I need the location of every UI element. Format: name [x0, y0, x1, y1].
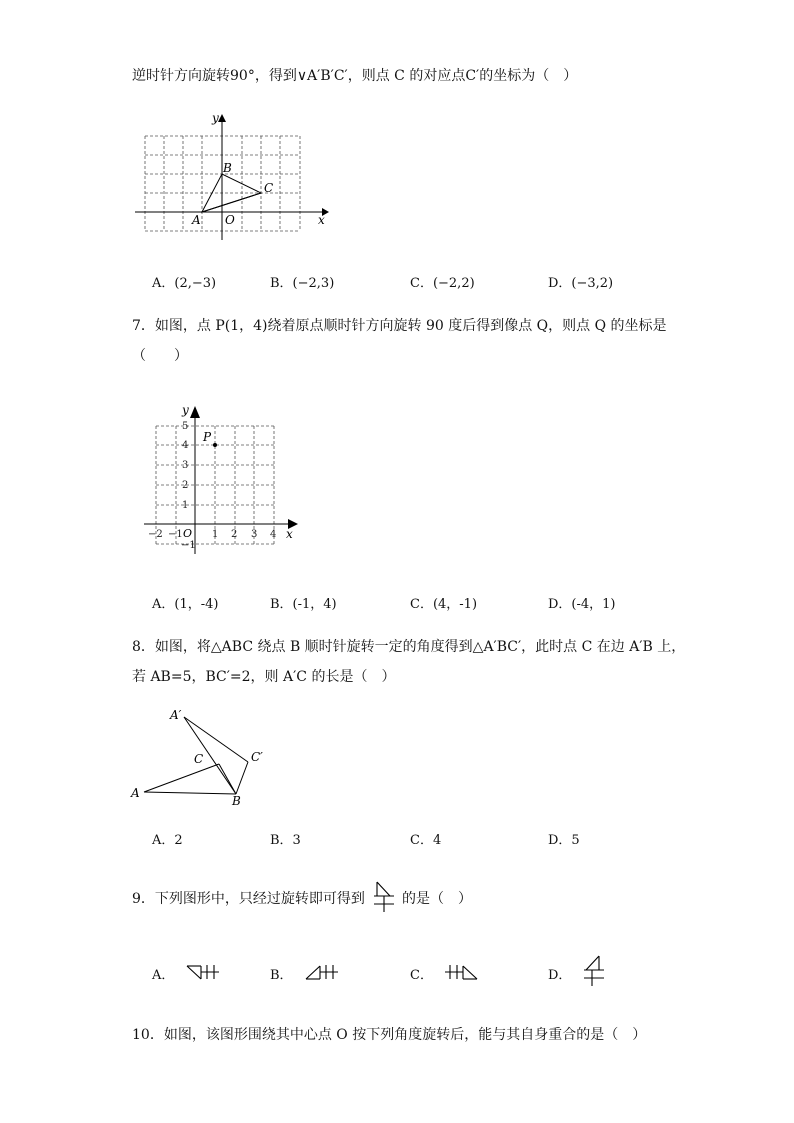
q8-option-c: C．4 — [410, 833, 442, 848]
q7-stem-line1: 7．如图，点 P(1，4)绕着原点顺时针方向旋转 90 度后得到像点 Q，则点 Q 的坐标是 — [132, 318, 667, 334]
q6-option-a: A．(2,−3) — [152, 276, 217, 291]
point-a-label: A — [131, 786, 140, 800]
y-tick-4: 4 — [182, 440, 189, 451]
q10-stem: 10．如图，该图形围绕其中心点 O 按下列角度旋转后，能与其自身重合的是（ ） — [132, 1027, 647, 1043]
point-b-label: B — [223, 161, 232, 175]
x-tick-3: 3 — [251, 529, 258, 540]
q7-option-b: B．(-1，4) — [270, 597, 337, 612]
q7-stem-line2: （ ） — [132, 348, 188, 364]
q9-option-c-shape — [444, 962, 480, 982]
point-c-label: C — [194, 752, 204, 766]
y-tick-2: 2 — [182, 480, 189, 491]
point-a-prime-label: A′ — [170, 708, 182, 722]
q8-option-d: D．5 — [548, 833, 580, 848]
x-tick-1: 1 — [212, 529, 219, 540]
q8-option-b: B．3 — [270, 833, 301, 848]
q6-option-c: C．(−2,2) — [410, 276, 475, 291]
x-tick-4: 4 — [270, 529, 277, 540]
x-tick-2: 2 — [231, 529, 238, 540]
x-axis-label: x — [318, 213, 325, 227]
q7-option-d: D．(-4，1) — [548, 597, 616, 612]
point-b-label: B — [232, 794, 241, 808]
q8-stem-line2: 若 AB=5，BC′=2，则 A′C 的长是（ ） — [132, 669, 396, 685]
q9-reference-shape — [372, 880, 396, 914]
q7-option-c: C．(4，-1) — [410, 597, 478, 612]
y-axis-label: y — [212, 111, 219, 125]
point-c-label: C — [264, 181, 274, 195]
q7-figure — [140, 400, 310, 560]
q9-option-b: B． — [270, 968, 293, 983]
y-tick-5: 5 — [182, 421, 189, 432]
q9-option-d-shape — [582, 954, 606, 988]
origin-label: O — [183, 527, 193, 540]
y-axis-label: y — [182, 403, 189, 417]
q6-stem: 逆时针方向旋转90°，得到∨A′B′C′，则点 C 的对应点C′的坐标为（ ） — [132, 68, 578, 84]
q8-figure — [130, 705, 280, 815]
q7-option-a: A．(1，-4) — [152, 597, 219, 612]
q9-stem-after: 的是（ ） — [402, 891, 472, 907]
q6-option-b: B．(−2,3) — [270, 276, 335, 291]
q9-option-a-shape — [186, 962, 222, 982]
q6-option-d: D．(−3,2) — [548, 276, 614, 291]
q6-figure — [130, 110, 340, 245]
point-p-label: P — [203, 430, 212, 444]
x-axis-label: x — [286, 527, 293, 541]
q8-stem-line1: 8．如图，将△ABC 绕点 B 顺时针旋转一定的角度得到△A′BC′，此时点 C 在边 A′B 上， — [132, 639, 686, 655]
y-tick-1: 1 — [182, 500, 189, 511]
q9-option-d: D． — [548, 968, 572, 983]
q8-option-a: A．2 — [152, 833, 183, 848]
point-a-label: A — [192, 213, 201, 227]
origin-label: O — [225, 213, 235, 227]
q9-option-c: C． — [410, 968, 433, 983]
q9-stem-before: 9．下列图形中，只经过旋转即可得到 — [132, 891, 365, 907]
y-tick-3: 3 — [182, 460, 189, 471]
point-c-prime-label: C′ — [251, 750, 263, 764]
x-tick-neg2: −2 — [148, 529, 163, 540]
q9-option-a: A． — [152, 968, 175, 983]
x-tick-neg1: −1 — [168, 529, 183, 540]
y-tick-neg1: −1 — [181, 540, 196, 551]
q9-option-b-shape — [304, 962, 340, 982]
